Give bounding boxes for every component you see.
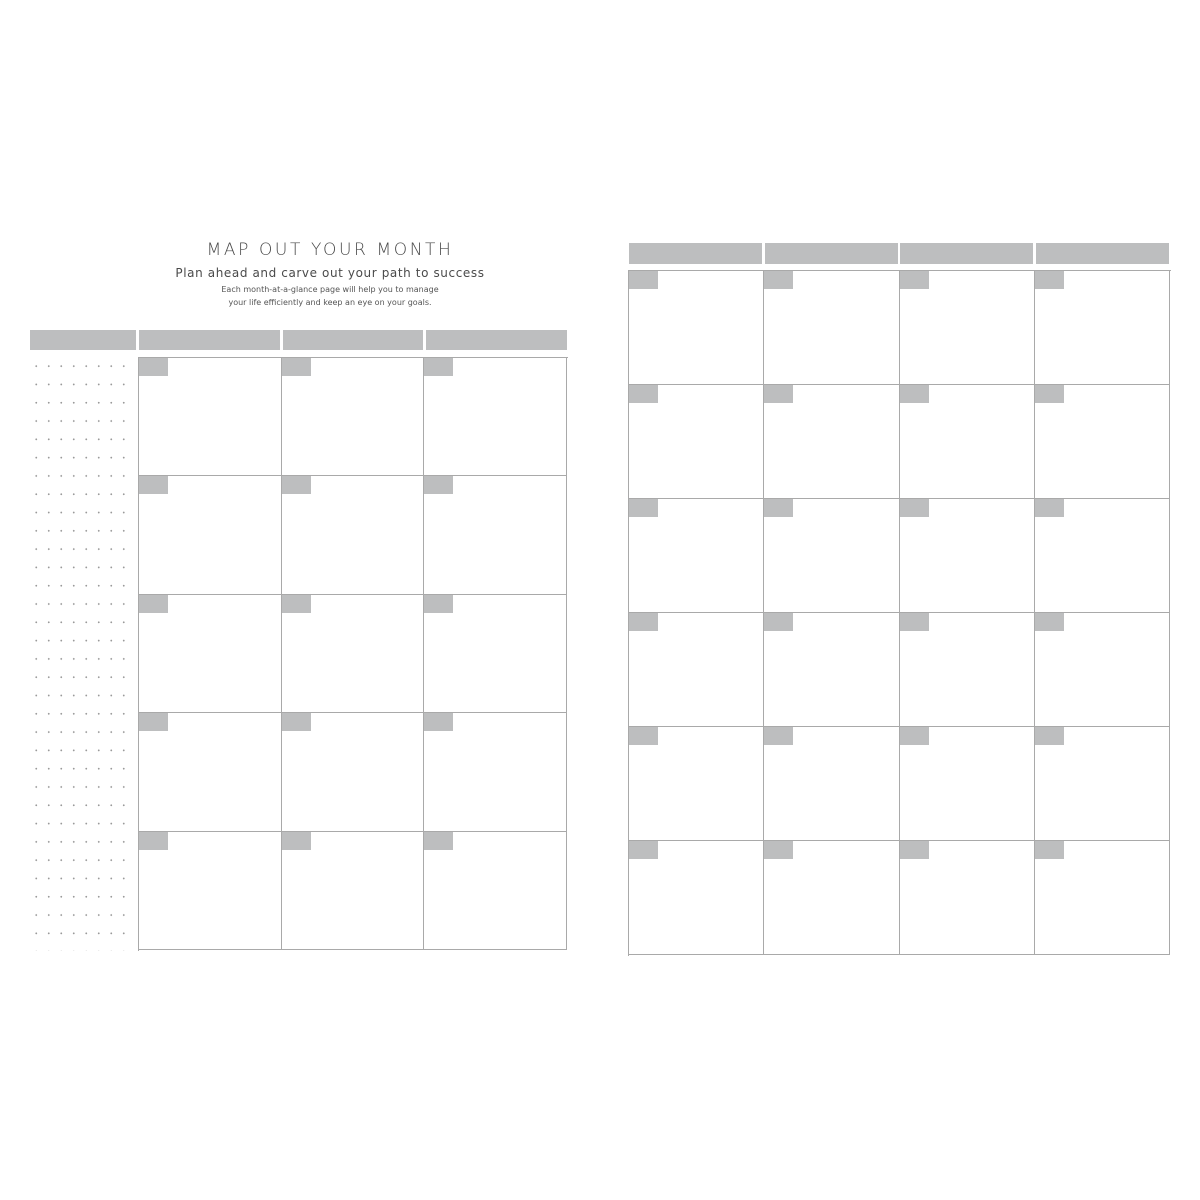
day-cell — [629, 613, 764, 727]
page-description-line-1: Each month-at-a-glance page will help you to manage — [221, 285, 439, 294]
date-tab — [282, 476, 311, 494]
date-tab — [764, 385, 793, 403]
day-cell — [629, 841, 764, 955]
date-tab — [424, 713, 453, 731]
date-tab — [629, 841, 658, 859]
date-tab — [1035, 385, 1064, 403]
day-cell — [1035, 841, 1170, 955]
day-cell — [139, 595, 282, 713]
day-cell — [764, 841, 899, 955]
date-tab — [424, 832, 453, 850]
day-cell — [282, 595, 425, 713]
day-cell — [1035, 385, 1170, 499]
date-tab — [629, 727, 658, 745]
day-cell — [764, 727, 899, 841]
date-tab — [629, 613, 658, 631]
day-cell — [424, 832, 567, 950]
date-tab — [139, 832, 168, 850]
date-tab — [764, 271, 793, 289]
page-subtitle: Plan ahead and carve out your path to success — [175, 266, 485, 280]
date-tab — [139, 358, 168, 376]
day-header-bar — [283, 330, 423, 350]
right-calendar-page — [600, 0, 1200, 1200]
date-tab — [1035, 499, 1064, 517]
date-tab — [424, 476, 453, 494]
date-tab — [139, 595, 168, 613]
day-cell — [1035, 271, 1170, 385]
day-cell — [139, 476, 282, 594]
day-cell — [629, 727, 764, 841]
day-cell — [282, 476, 425, 594]
day-cell — [764, 271, 899, 385]
day-cell — [139, 832, 282, 950]
notes-dot-grid — [30, 357, 130, 951]
day-cell — [900, 613, 1035, 727]
left-month-grid — [138, 357, 568, 951]
day-cell — [1035, 499, 1170, 613]
date-tab — [629, 385, 658, 403]
day-cell — [282, 832, 425, 950]
day-cell — [764, 385, 899, 499]
day-cell — [900, 499, 1035, 613]
date-tab — [282, 832, 311, 850]
day-cell — [900, 271, 1035, 385]
day-cell — [629, 271, 764, 385]
date-tab — [282, 358, 311, 376]
date-tab — [764, 613, 793, 631]
date-tab — [629, 499, 658, 517]
date-tab — [764, 841, 793, 859]
day-cell — [1035, 727, 1170, 841]
date-tab — [764, 727, 793, 745]
day-cell — [139, 713, 282, 831]
date-tab — [424, 595, 453, 613]
day-header-bar — [765, 243, 898, 264]
date-tab — [764, 499, 793, 517]
day-cell — [424, 358, 567, 476]
day-cell — [900, 841, 1035, 955]
date-tab — [282, 713, 311, 731]
day-cell — [424, 595, 567, 713]
date-tab — [1035, 271, 1064, 289]
day-cell — [764, 613, 899, 727]
date-tab — [900, 841, 929, 859]
date-tab — [139, 713, 168, 731]
day-cell — [424, 713, 567, 831]
day-cell — [629, 385, 764, 499]
day-cell — [764, 499, 899, 613]
page-title: MAP OUT YOUR MONTH — [206, 240, 454, 260]
day-header-bar — [1036, 243, 1169, 264]
date-tab — [139, 476, 168, 494]
notes-header-bar — [30, 330, 136, 350]
date-tab — [900, 499, 929, 517]
date-tab — [900, 727, 929, 745]
day-cell — [1035, 613, 1170, 727]
date-tab — [900, 613, 929, 631]
date-tab — [1035, 613, 1064, 631]
date-tab — [900, 271, 929, 289]
day-header-bar — [426, 330, 567, 350]
date-tab — [629, 271, 658, 289]
day-cell — [424, 476, 567, 594]
page-description-line-2: your life efficiently and keep an eye on your goals. — [228, 298, 432, 307]
right-month-grid — [628, 270, 1171, 956]
day-cell — [282, 358, 425, 476]
day-cell — [900, 385, 1035, 499]
day-header-bar — [139, 330, 280, 350]
day-cell — [139, 358, 282, 476]
date-tab — [1035, 841, 1064, 859]
day-cell — [900, 727, 1035, 841]
date-tab — [282, 595, 311, 613]
date-tab — [900, 385, 929, 403]
day-header-bar — [900, 243, 1033, 264]
day-cell — [282, 713, 425, 831]
day-cell — [629, 499, 764, 613]
date-tab — [1035, 727, 1064, 745]
day-header-bar — [629, 243, 762, 264]
date-tab — [424, 358, 453, 376]
